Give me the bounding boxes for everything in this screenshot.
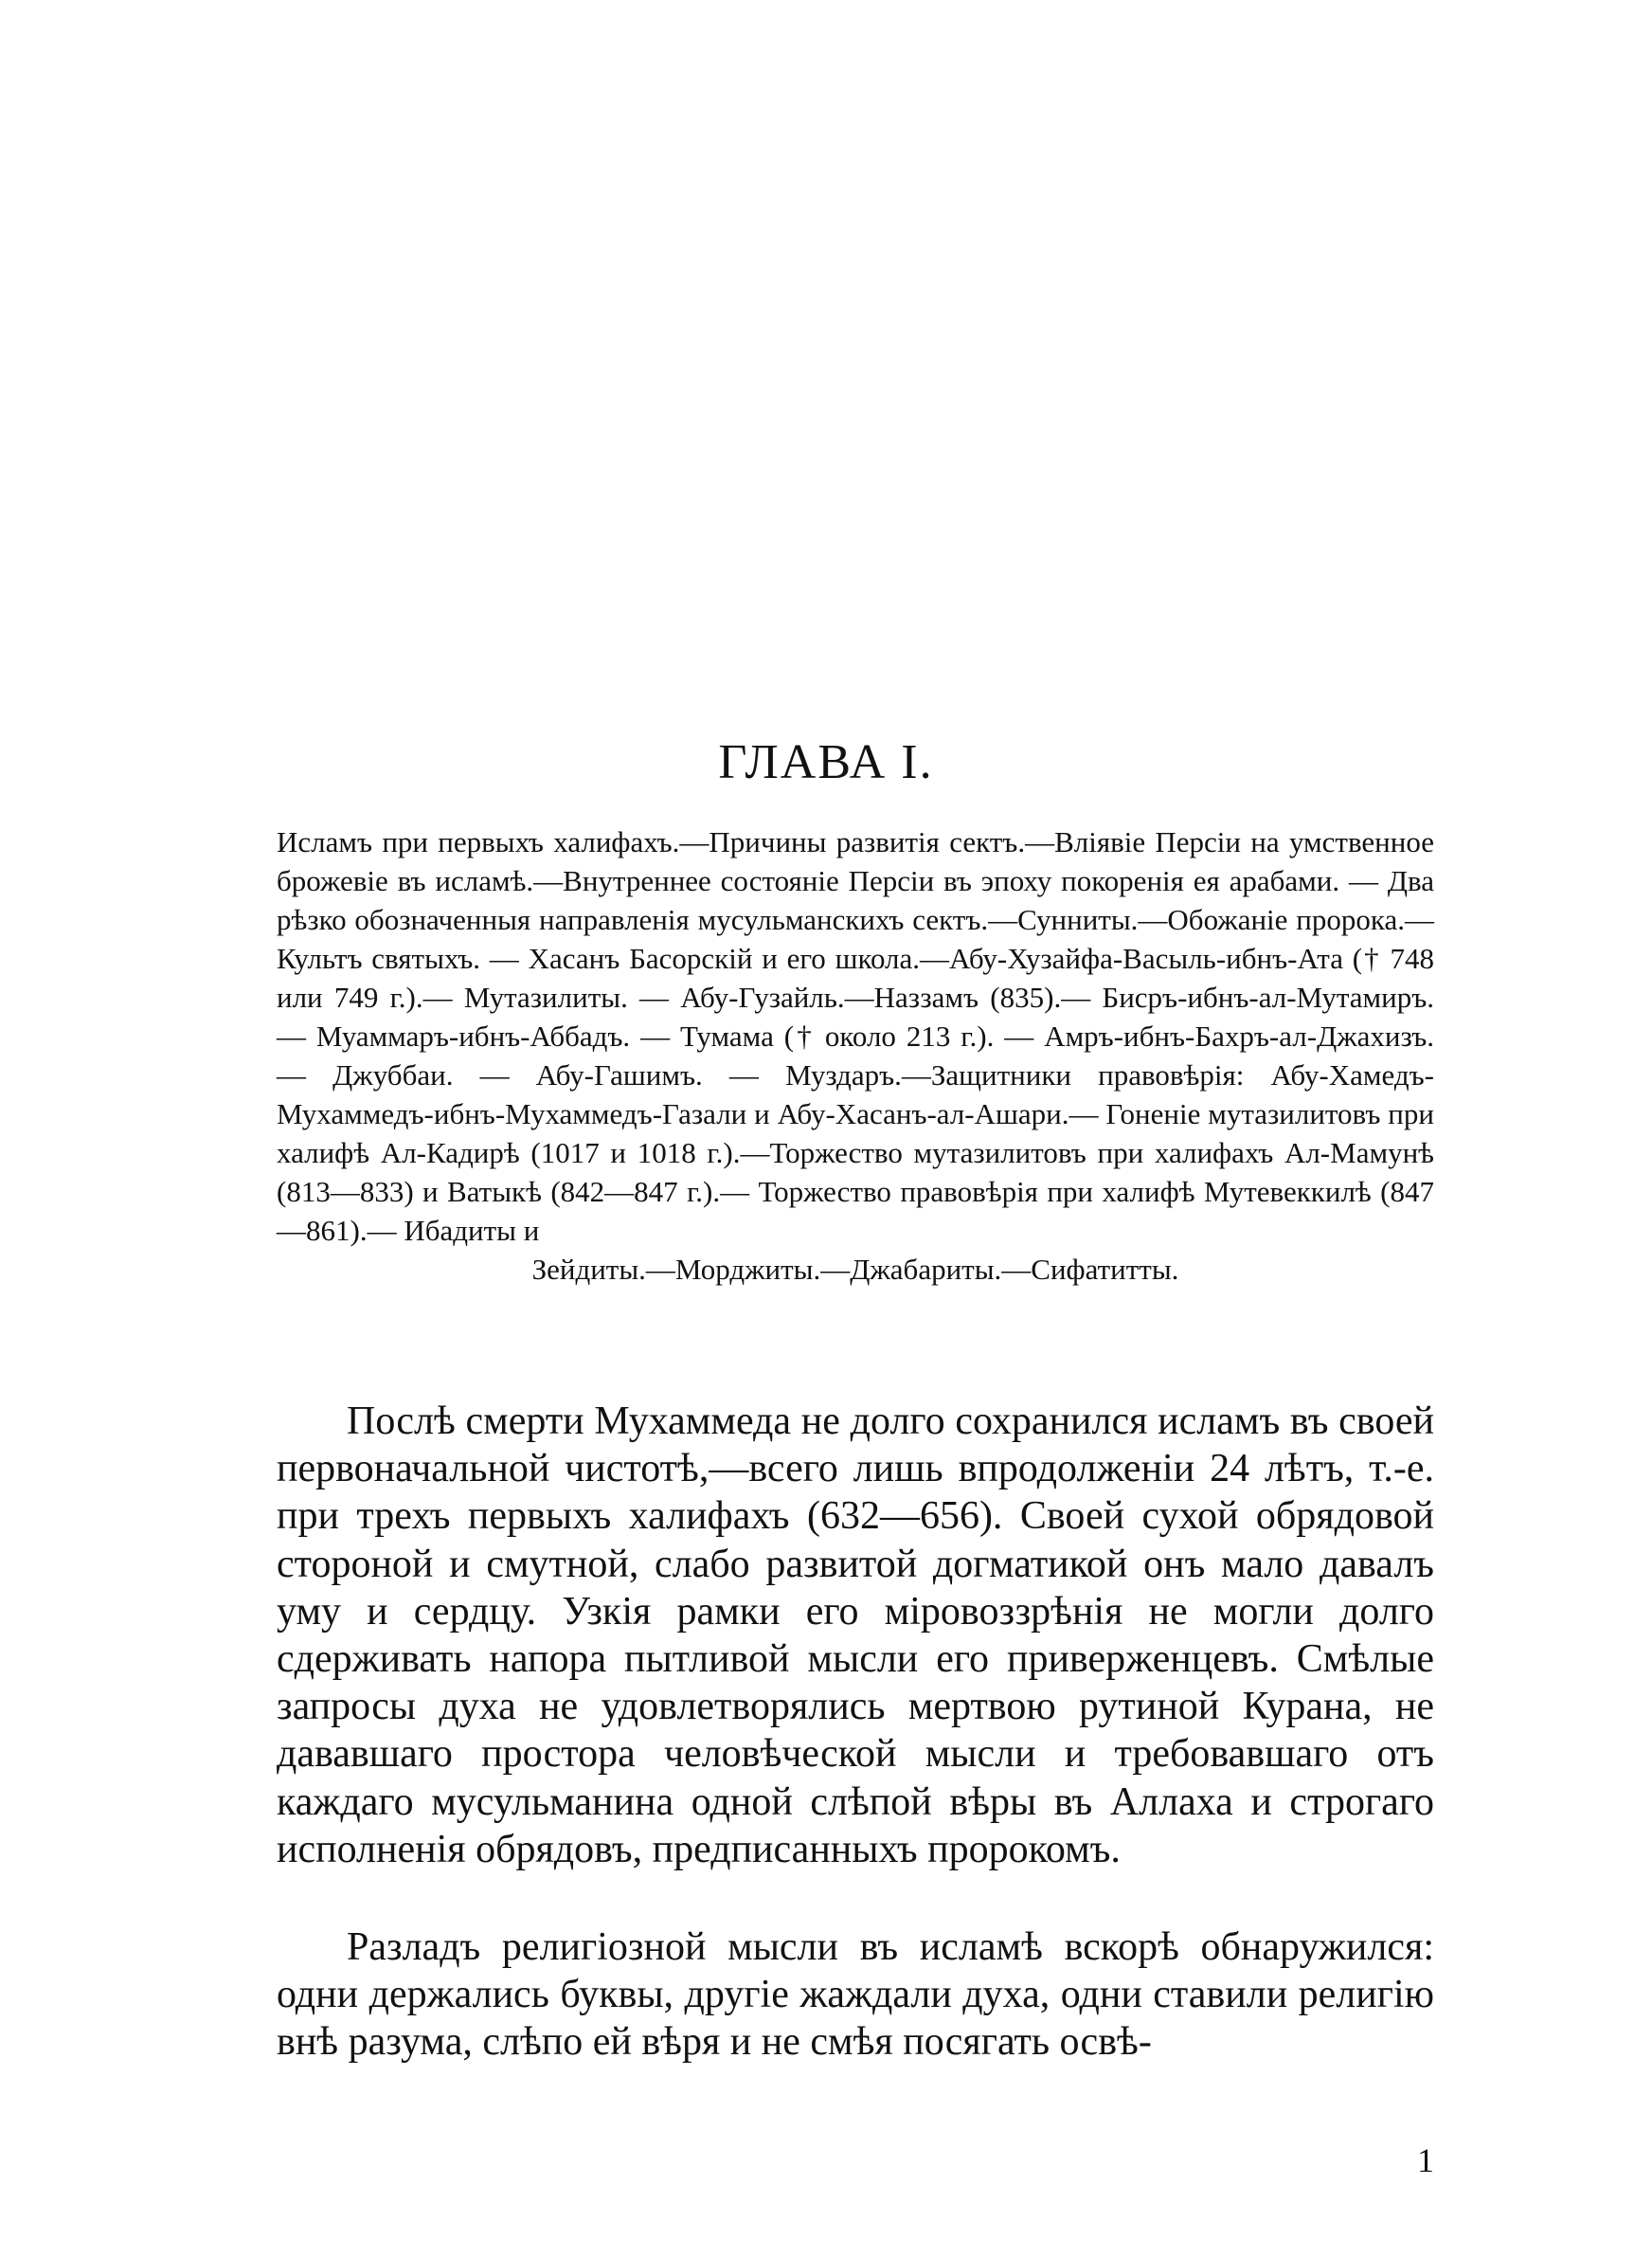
chapter-summary-last-line: Зейдиты.—Морджиты.—Джабариты.—Сифатитты. — [531, 1253, 1179, 1286]
chapter-title: ГЛАВА I. — [718, 735, 934, 789]
body-paragraph: Разладъ религіозной мысли въ исламѣ вскорѣ обнаружился: одни держались буквы, другіе жаждали духа, одни ставили религію внѣ разума, слѣпо ей вѣря и не смѣя посягать освѣ- — [277, 1925, 1434, 2065]
chapter-summary — [277, 822, 1434, 1289]
page-number: 1 — [1417, 2141, 1434, 2179]
chapter-summary-text: Исламъ при первыхъ халифахъ.—Причины развитія сектъ.—Вліявіе Персіи на умственное брожевіе въ исламѣ.—Внутреннее состояніе Персіи въ эпоху покоренія ея арабами. — Два рѣзко обозначенныя направленія мусульманскихъ сектъ.—Сунниты.—Обожаніе пророка.—Культъ святыхъ. — Хасанъ Басорскій и его школа.—Абу-Хузайфа-Васыль-ибнъ-Ата († 748 или 749 г.).— Мутазилиты. — Абу-Гузайль.—Наззамъ (835).— Бисръ-ибнъ-ал-Мутамиръ. — Муаммаръ-ибнъ-Аббадъ. — Тумама († около 213 г.). — Амръ-ибнъ-Бахръ-ал-Джахизъ. — Джуббаи. — Абу-Гашимъ. — Муздаръ.—Защитники правовѣрія: Абу-Хамедъ-Мухаммедъ-ибнъ-Мухаммедъ-Газали и Абу-Хасанъ-ал-Ашари.— Гоненіе мутазилитовъ при халифѣ Ал-Кадирѣ (1017 и 1018 г.).—Торжество мутазилитовъ при халифахъ Ал-Мамунѣ (813—833) и Ватыкѣ (842—847 г.).— Торжество правовѣрія при халифѣ Мутевеккилѣ (847—861).— Ибадиты и — [277, 825, 1434, 1247]
body-paragraph: Послѣ смерти Мухаммеда не долго сохранился исламъ въ своей первоначальной чистотѣ,—всего лишь впродолженіи 24 лѣтъ, т.-е. при трехъ первыхъ халифахъ (632—656). Своей сухой обрядовой стороной и смутной, слабо развитой догматикой онъ мало давалъ уму и сердцу. Узкія рамки его міровоззрѣнія не могли долго сдерживать напора пытливой мысли его приверженцевъ. Смѣлые запросы духа не удовлетворялись мертвою рутиной Курана, не дававшаго простора человѣческой мысли и требовавшаго отъ каждаго мусульманина одной слѣпой вѣры въ Аллаха и строгаго исполненія обрядовъ, предписанныхъ пророкомъ. — [277, 1399, 1434, 1871]
